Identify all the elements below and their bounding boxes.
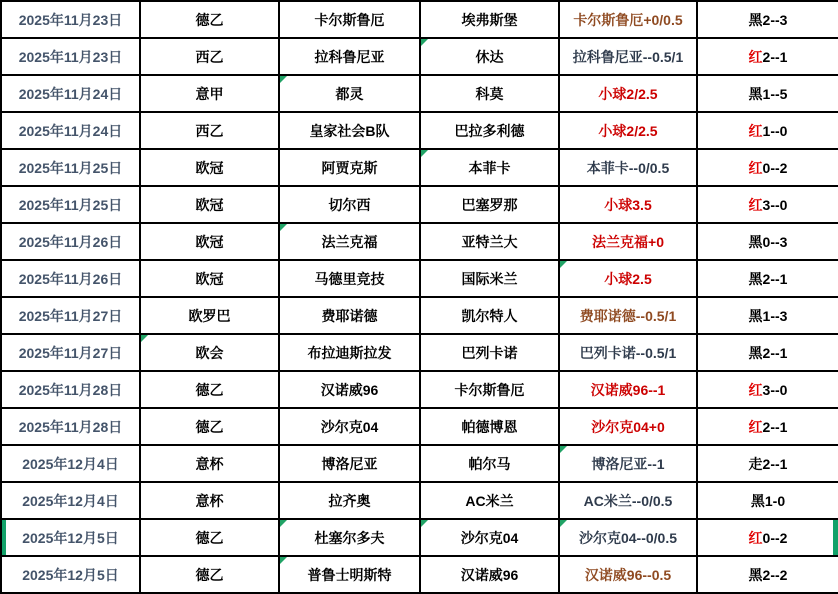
cell-league-text: 德乙	[195, 11, 224, 28]
cell-pick-text: 拉科鲁尼亚--0.5/1	[572, 48, 684, 65]
result-score: 0--2	[762, 529, 788, 546]
cell-home-team-text: 都灵	[335, 85, 364, 102]
cell-pick-text: 本菲卡--0/0.5	[586, 159, 670, 176]
cell-home-team-text: 普鲁士明斯特	[307, 566, 392, 583]
cell-date-text: 2025年12月5日	[22, 566, 119, 583]
cell-home-team[interactable]	[279, 260, 420, 297]
result-score: 2--2	[762, 566, 788, 583]
cell-result[interactable]	[697, 75, 838, 112]
cell-date[interactable]	[1, 519, 140, 556]
cell-date[interactable]	[1, 186, 140, 223]
cell-league-text: 欧冠	[195, 233, 224, 250]
cell-result[interactable]	[697, 334, 838, 371]
cell-away-team[interactable]	[420, 38, 559, 75]
table-row	[1, 260, 838, 297]
table-row	[1, 149, 838, 186]
cell-away-team[interactable]	[420, 260, 559, 297]
cell-result[interactable]	[697, 186, 838, 223]
cell-league[interactable]	[140, 297, 279, 334]
cell-league-text: 西乙	[195, 48, 224, 65]
cell-away-team-text: 本菲卡	[468, 159, 511, 176]
result-flag: 黑	[748, 307, 763, 324]
cell-away-team-text: 巴拉多利德	[454, 122, 525, 139]
cell-league[interactable]	[140, 149, 279, 186]
cell-pick-text: 小球3.5	[604, 196, 652, 213]
cell-pick-text: 小球2/2.5	[598, 85, 658, 102]
cell-home-team-text: 卡尔斯鲁厄	[314, 11, 385, 28]
result-score: 2--3	[762, 11, 788, 28]
cell-date[interactable]	[1, 556, 140, 593]
cell-home-team[interactable]	[279, 186, 420, 223]
cell-pick-text: 汉诺威96--1	[590, 381, 666, 398]
cell-league-text: 德乙	[195, 529, 224, 546]
cell-pick-text: 汉诺威96--0.5	[584, 566, 672, 583]
result-score: 2--1	[762, 418, 788, 435]
cell-date[interactable]	[1, 38, 140, 75]
error-flag-icon	[280, 520, 287, 527]
result-score: 2--1	[762, 455, 788, 472]
cell-pick[interactable]	[559, 334, 697, 371]
cell-away-team[interactable]	[420, 556, 559, 593]
cell-pick[interactable]	[559, 260, 697, 297]
cell-date[interactable]	[1, 149, 140, 186]
cell-league[interactable]	[140, 334, 279, 371]
cell-date[interactable]	[1, 223, 140, 260]
cell-league[interactable]	[140, 482, 279, 519]
result-flag: 走	[748, 455, 763, 472]
cell-result[interactable]	[697, 112, 838, 149]
result-score: 1--3	[762, 307, 788, 324]
cell-league-text: 欧罗巴	[188, 307, 231, 324]
cell-date[interactable]	[1, 112, 140, 149]
table-row	[1, 445, 838, 482]
cell-pick[interactable]	[559, 556, 697, 593]
cell-away-team-text: 沙尔克04	[460, 529, 519, 546]
error-flag-icon	[421, 39, 428, 46]
cell-league[interactable]	[140, 112, 279, 149]
cell-league-text: 意甲	[195, 85, 224, 102]
cell-date-text: 2025年11月28日	[18, 418, 123, 435]
cell-home-team-text: 费耶诺德	[321, 307, 378, 324]
cell-home-team-text: 拉齐奥	[328, 492, 371, 509]
result-flag: 黑	[748, 566, 763, 583]
cell-home-team-text: 布拉迪斯拉发	[307, 344, 392, 361]
cell-pick[interactable]	[559, 297, 697, 334]
cell-away-team[interactable]	[420, 371, 559, 408]
result-flag: 红	[748, 159, 763, 176]
cell-result[interactable]	[697, 408, 838, 445]
table-row	[1, 408, 838, 445]
cell-home-team[interactable]	[279, 149, 420, 186]
cell-home-team-text: 博洛尼亚	[321, 455, 378, 472]
cell-home-team[interactable]	[279, 556, 420, 593]
cell-date-text: 2025年11月27日	[18, 307, 123, 324]
cell-league[interactable]	[140, 186, 279, 223]
result-score: 2--1	[762, 270, 788, 287]
cell-pick-text: 费耶诺德--0.5/1	[579, 307, 677, 324]
cell-home-team[interactable]	[279, 297, 420, 334]
cell-result[interactable]	[697, 519, 838, 556]
cell-date[interactable]	[1, 408, 140, 445]
result-score: 0--3	[762, 233, 788, 250]
result-score: 3--0	[762, 381, 788, 398]
result-flag: 红	[748, 48, 763, 65]
cell-league[interactable]	[140, 75, 279, 112]
cell-home-team[interactable]	[279, 371, 420, 408]
cell-date-text: 2025年11月23日	[18, 48, 123, 65]
cell-pick[interactable]	[559, 482, 697, 519]
cell-pick-text: 小球2.5	[604, 270, 652, 287]
cell-date[interactable]	[1, 297, 140, 334]
result-score: 1--5	[762, 85, 788, 102]
result-score: 1-0	[764, 492, 786, 509]
cell-date-text: 2025年12月5日	[22, 529, 119, 546]
cell-away-team[interactable]	[420, 519, 559, 556]
table-row	[1, 482, 838, 519]
cell-away-team-text: 亚特兰大	[461, 233, 518, 250]
cell-pick-text: 沙尔克04+0	[591, 418, 665, 435]
cell-home-team[interactable]	[279, 38, 420, 75]
cell-league[interactable]	[140, 519, 279, 556]
cell-result[interactable]	[697, 1, 838, 38]
cell-home-team[interactable]	[279, 223, 420, 260]
cell-league-text: 德乙	[195, 381, 224, 398]
cell-pick-text: 博洛尼亚--1	[591, 455, 665, 472]
cell-date-text: 2025年11月26日	[18, 270, 123, 287]
result-flag: 黑	[748, 85, 763, 102]
cell-away-team[interactable]	[420, 334, 559, 371]
cell-home-team[interactable]	[279, 112, 420, 149]
cell-result[interactable]	[697, 445, 838, 482]
cell-pick[interactable]	[559, 519, 697, 556]
table-row	[1, 519, 838, 556]
cell-home-team-text: 杜塞尔多夫	[314, 529, 385, 546]
cell-home-team-text: 皇家社会B队	[309, 122, 390, 139]
cell-pick[interactable]	[559, 186, 697, 223]
error-flag-icon	[560, 261, 567, 268]
cell-result[interactable]	[697, 297, 838, 334]
cell-pick-text: AC米兰--0/0.5	[583, 492, 673, 509]
cell-home-team[interactable]	[279, 482, 420, 519]
result-score: 2--1	[762, 48, 788, 65]
cell-pick[interactable]	[559, 149, 697, 186]
cell-date-text: 2025年11月24日	[18, 85, 123, 102]
cell-date-text: 2025年11月24日	[18, 122, 123, 139]
cell-league[interactable]	[140, 408, 279, 445]
cell-date-text: 2025年11月25日	[18, 196, 123, 213]
cell-date-text: 2025年11月28日	[18, 381, 123, 398]
table-row	[1, 371, 838, 408]
cell-pick[interactable]	[559, 112, 697, 149]
cell-league-text: 德乙	[195, 418, 224, 435]
cell-home-team[interactable]	[279, 445, 420, 482]
cell-home-team-text: 切尔西	[328, 196, 371, 213]
table-row	[1, 223, 838, 260]
table-row	[1, 1, 838, 38]
cell-league-text: 西乙	[195, 122, 224, 139]
cell-pick[interactable]	[559, 1, 697, 38]
error-flag-icon	[421, 520, 428, 527]
cell-away-team[interactable]	[420, 75, 559, 112]
cell-away-team-text: 科莫	[475, 85, 504, 102]
cell-pick-text: 小球2/2.5	[598, 122, 658, 139]
cell-result[interactable]	[697, 260, 838, 297]
cell-pick[interactable]	[559, 38, 697, 75]
cell-home-team-text: 拉科鲁尼亚	[314, 48, 385, 65]
cell-pick-text: 沙尔克04--0/0.5	[578, 529, 678, 546]
error-flag-icon	[141, 335, 148, 342]
cell-away-team-text: 巴列卡诺	[461, 344, 518, 361]
cell-away-team-text: 国际米兰	[461, 270, 518, 287]
matches-table-body	[1, 1, 838, 593]
cell-date[interactable]	[1, 260, 140, 297]
cell-league[interactable]	[140, 260, 279, 297]
cell-result[interactable]	[697, 556, 838, 593]
cell-result[interactable]	[697, 482, 838, 519]
cell-league-text: 意杯	[195, 492, 224, 509]
cell-date-text: 2025年11月27日	[18, 344, 123, 361]
cell-home-team[interactable]	[279, 519, 420, 556]
cell-date[interactable]	[1, 482, 140, 519]
cell-away-team[interactable]	[420, 223, 559, 260]
result-flag: 黑	[748, 11, 763, 28]
cell-home-team-text: 阿贾克斯	[321, 159, 378, 176]
cell-pick[interactable]	[559, 371, 697, 408]
result-flag: 红	[748, 381, 763, 398]
cell-away-team-text: 帕德博恩	[461, 418, 518, 435]
cell-league[interactable]	[140, 1, 279, 38]
cell-away-team-text: 埃弗斯堡	[461, 11, 518, 28]
cell-home-team-text: 马德里竞技	[314, 270, 385, 287]
result-score: 0--2	[762, 159, 788, 176]
result-flag: 红	[748, 418, 763, 435]
cell-away-team[interactable]	[420, 297, 559, 334]
cell-away-team-text: 巴塞罗那	[461, 196, 518, 213]
cell-pick[interactable]	[559, 223, 697, 260]
table-row	[1, 112, 838, 149]
table-row	[1, 75, 838, 112]
cell-away-team-text: 凯尔特人	[461, 307, 518, 324]
cell-home-team[interactable]	[279, 408, 420, 445]
result-flag: 黑	[748, 233, 763, 250]
result-flag: 红	[748, 122, 763, 139]
cell-away-team[interactable]	[420, 112, 559, 149]
cell-result[interactable]	[697, 371, 838, 408]
cell-away-team-text: AC米兰	[465, 492, 514, 509]
cell-result[interactable]	[697, 149, 838, 186]
cell-home-team[interactable]	[279, 75, 420, 112]
cell-away-team[interactable]	[420, 149, 559, 186]
cell-away-team-text: 休达	[475, 48, 504, 65]
error-flag-icon	[280, 557, 287, 564]
cell-league-text: 欧冠	[195, 159, 224, 176]
result-flag: 黑	[750, 492, 765, 509]
cell-date-text: 2025年12月4日	[22, 492, 119, 509]
cell-pick-text: 卡尔斯鲁厄+0/0.5	[573, 11, 683, 28]
result-score: 1--0	[762, 122, 788, 139]
cell-pick[interactable]	[559, 75, 697, 112]
cell-away-team[interactable]	[420, 408, 559, 445]
cell-pick-text: 巴列卡诺--0.5/1	[579, 344, 677, 361]
cell-date[interactable]	[1, 75, 140, 112]
cell-date-text: 2025年11月26日	[18, 233, 123, 250]
result-flag: 红	[748, 529, 763, 546]
cell-away-team-text: 帕尔马	[468, 455, 511, 472]
cell-home-team[interactable]	[279, 1, 420, 38]
cell-date[interactable]	[1, 371, 140, 408]
cell-date-text: 2025年11月25日	[18, 159, 123, 176]
cell-league[interactable]	[140, 371, 279, 408]
cell-date[interactable]	[1, 445, 140, 482]
cell-away-team-text: 卡尔斯鲁厄	[454, 381, 525, 398]
cell-league-text: 意杯	[195, 455, 224, 472]
table-row	[1, 38, 838, 75]
cell-league[interactable]	[140, 556, 279, 593]
cell-pick-text: 法兰克福+0	[592, 233, 664, 250]
cell-result[interactable]	[697, 38, 838, 75]
table-row	[1, 297, 838, 334]
cell-date[interactable]	[1, 334, 140, 371]
cell-league[interactable]	[140, 223, 279, 260]
cell-date-text: 2025年12月4日	[22, 455, 119, 472]
result-flag: 黑	[748, 344, 763, 361]
cell-home-team-text: 法兰克福	[321, 233, 378, 250]
cell-pick[interactable]	[559, 445, 697, 482]
cell-league-text: 欧会	[195, 344, 224, 361]
error-flag-icon	[280, 76, 287, 83]
table-row	[1, 556, 838, 593]
cell-pick[interactable]	[559, 408, 697, 445]
result-flag: 黑	[748, 270, 763, 287]
result-score: 2--1	[762, 344, 788, 361]
cell-result[interactable]	[697, 223, 838, 260]
cell-league[interactable]	[140, 445, 279, 482]
error-flag-icon	[421, 150, 428, 157]
cell-league-text: 德乙	[195, 566, 224, 583]
cell-away-team[interactable]	[420, 1, 559, 38]
cell-league-text: 欧冠	[195, 270, 224, 287]
cell-league-text: 欧冠	[195, 196, 224, 213]
cell-home-team-text: 汉诺威96	[320, 381, 379, 398]
error-flag-icon	[280, 224, 287, 231]
cell-home-team-text: 沙尔克04	[320, 418, 379, 435]
cell-away-team[interactable]	[420, 445, 559, 482]
result-flag: 红	[748, 196, 763, 213]
cell-away-team-text: 汉诺威96	[460, 566, 519, 583]
cell-away-team[interactable]	[420, 186, 559, 223]
table-row	[1, 334, 838, 371]
cell-home-team[interactable]	[279, 334, 420, 371]
table-row	[1, 186, 838, 223]
error-flag-icon	[560, 520, 567, 527]
result-score: 3--0	[762, 196, 788, 213]
cell-away-team[interactable]	[420, 482, 559, 519]
cell-date-text: 2025年11月23日	[18, 11, 123, 28]
cell-league[interactable]	[140, 38, 279, 75]
error-flag-icon	[560, 446, 567, 453]
cell-date[interactable]	[1, 1, 140, 38]
